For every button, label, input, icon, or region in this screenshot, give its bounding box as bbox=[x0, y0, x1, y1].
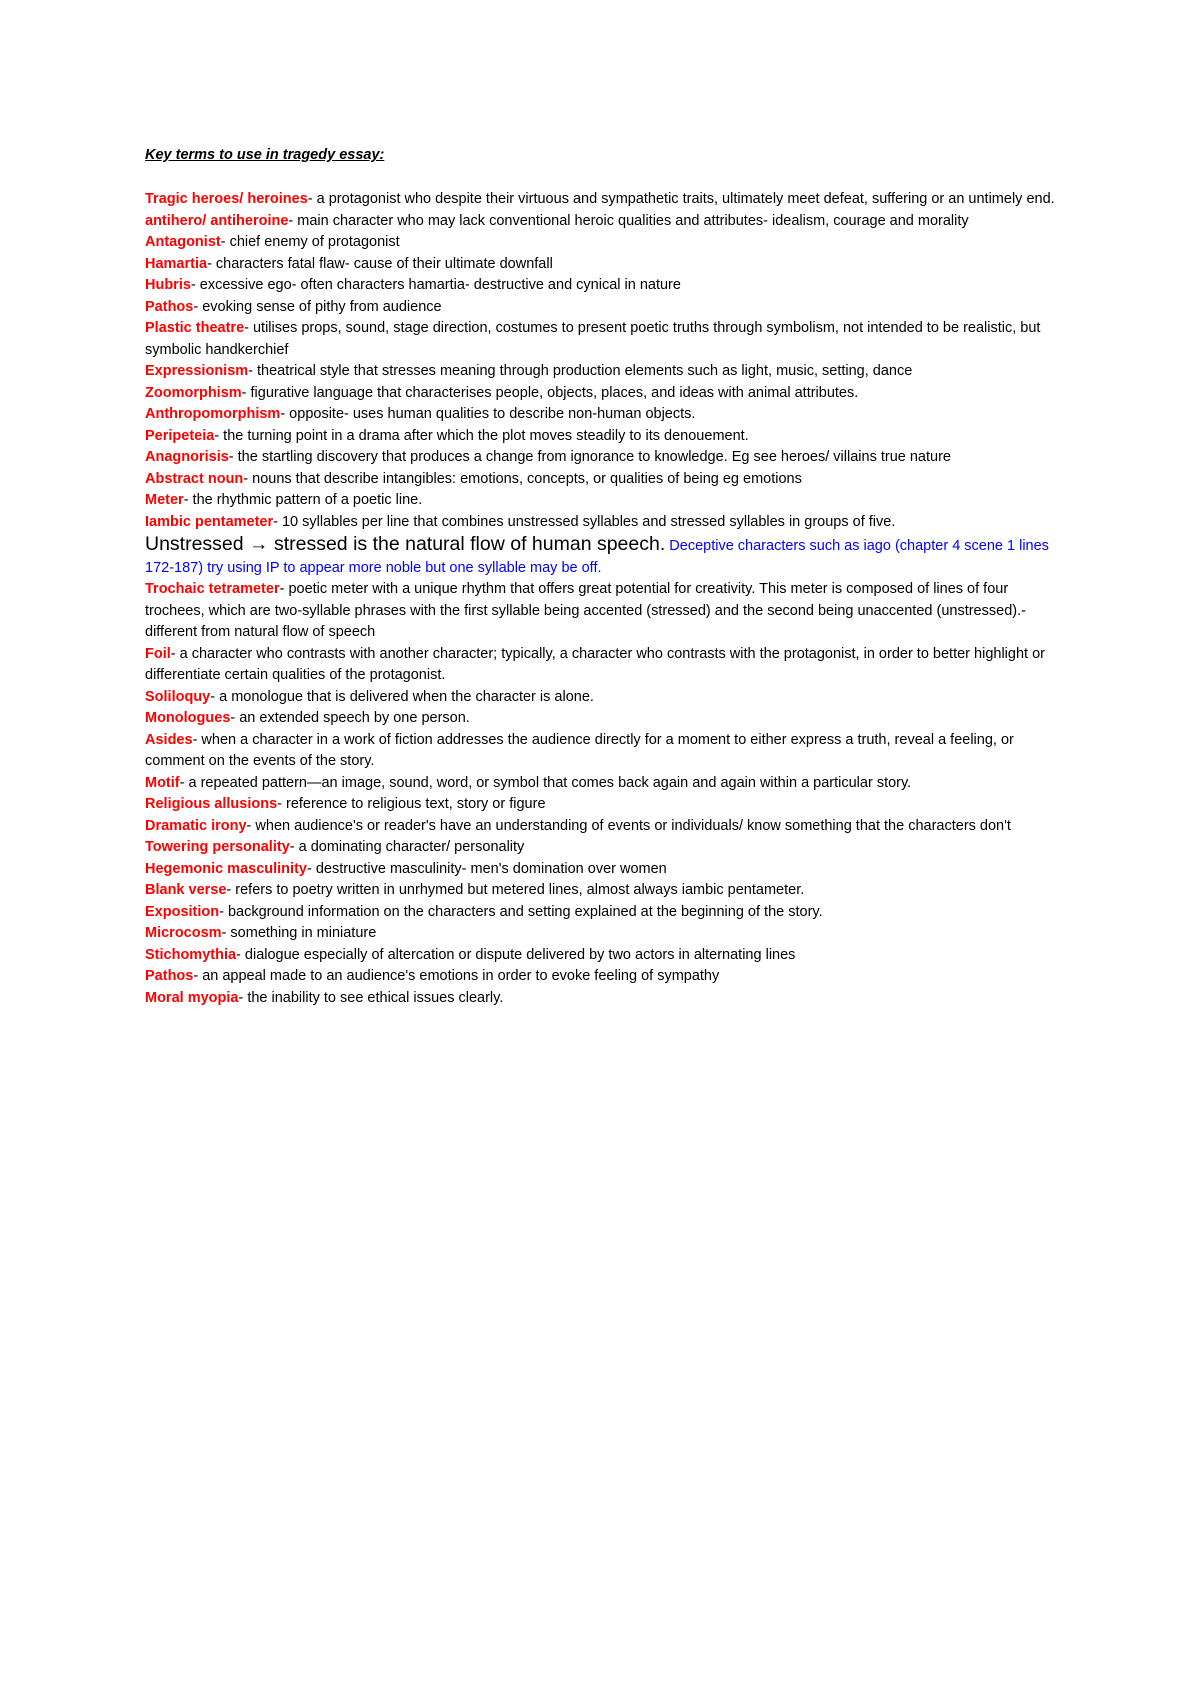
term-entry bbox=[145, 902, 1065, 924]
term-name: Asides bbox=[145, 731, 193, 748]
term-name: Plastic theatre bbox=[145, 320, 245, 336]
term-entry bbox=[145, 644, 1065, 687]
term-name: Dramatic irony bbox=[145, 817, 247, 834]
term-definition: - background information on the characters and setting explained at the beginning of the story. bbox=[219, 903, 823, 920]
term-entry bbox=[145, 923, 1065, 945]
term-entry bbox=[145, 189, 1065, 211]
document-heading: Key terms to use in tragedy essay: bbox=[145, 147, 385, 163]
term-entry bbox=[145, 730, 1065, 773]
term-name: Motif bbox=[145, 774, 180, 791]
term-name: Peripeteia bbox=[145, 427, 215, 444]
term-name: Foil bbox=[145, 645, 171, 662]
term-name: Trochaic tetrameter bbox=[145, 581, 280, 597]
term-entry bbox=[145, 232, 1065, 254]
term-name: Monologues bbox=[145, 710, 231, 726]
term-entry bbox=[145, 988, 1065, 1010]
term-name: Exposition bbox=[145, 903, 220, 920]
iambic-note bbox=[145, 533, 1065, 579]
stress-note: Unstressed → stressed is the natural flow of human speech. bbox=[145, 533, 666, 555]
term-entry bbox=[145, 426, 1065, 448]
term-name: Soliloquy bbox=[145, 688, 211, 705]
term-definition: - an appeal made to an audience's emotions in order to evoke feeling of sympathy bbox=[193, 968, 720, 984]
term-entry bbox=[145, 794, 1065, 816]
term-definition: - a protagonist who despite their virtuous and sympathetic traits, ultimately meet defeat, suffering or an untimely end. bbox=[307, 191, 1055, 207]
term-definition: - a repeated pattern—an image, sound, word, or symbol that comes back again and again within a particular story. bbox=[179, 774, 912, 791]
term-entry bbox=[145, 490, 1065, 512]
term-entry bbox=[145, 859, 1065, 881]
term-entry bbox=[145, 211, 1065, 233]
term-name: Religious allusions bbox=[145, 796, 278, 812]
term-entry bbox=[145, 966, 1065, 988]
term-entry bbox=[145, 297, 1065, 319]
deceptive-characters-note: Deceptive characters such as iago (chapter 4 scene 1 lines 172-187) try using IP to appear more noble but one syllable may be off. bbox=[145, 538, 1049, 576]
term-definition: - the rhythmic pattern of a poetic line. bbox=[183, 492, 423, 508]
term-name: Zoomorphism bbox=[145, 384, 242, 401]
term-entry bbox=[145, 773, 1065, 795]
term-definition: - destructive masculinity- men's domination over women bbox=[306, 860, 667, 877]
term-definition: - 10 syllables per line that combines unstressed syllables and stressed syllables in groups of five. bbox=[273, 513, 896, 530]
term-name: antihero/ antiheroine bbox=[145, 212, 289, 229]
term-entry bbox=[145, 579, 1065, 644]
term-entry bbox=[145, 469, 1065, 491]
term-definition: - refers to poetry written in unrhymed but metered lines, almost always iambic pentameter. bbox=[226, 882, 805, 898]
term-definition: - a monologue that is delivered when the character is alone. bbox=[210, 688, 594, 705]
term-definition: - chief enemy of protagonist bbox=[220, 234, 400, 250]
term-name: Anthropomorphism bbox=[145, 406, 281, 422]
term-definition: - theatrical style that stresses meaning through production elements such as light, music, setting, dance bbox=[248, 363, 913, 379]
term-name: Hegemonic masculinity bbox=[145, 860, 307, 877]
term-definition: - figurative language that characterises people, objects, places, and ideas with animal attributes. bbox=[241, 384, 859, 401]
term-entry bbox=[145, 945, 1065, 967]
term-definition: - when a character in a work of fiction addresses the audience directly for a moment to either express a truth, reveal a feeling, or comment on the events of the story. bbox=[145, 731, 1014, 769]
term-definition: - poetic meter with a unique rhythm that offers great potential for creativity. This meter is composed of lines of four trochees, which are two-syllable phrases with the first syllable being accented (stressed) and the second being unaccented (unstressed).- different from natural flow of speech bbox=[145, 581, 1026, 640]
term-definition: - characters fatal flaw- cause of their ultimate downfall bbox=[207, 255, 553, 272]
term-definition: - a dominating character/ personality bbox=[289, 839, 525, 855]
term-name: Pathos bbox=[145, 298, 194, 315]
term-entry bbox=[145, 254, 1065, 276]
term-name: Hamartia bbox=[145, 255, 208, 272]
term-name: Anagnorisis bbox=[145, 449, 229, 465]
term-entry bbox=[145, 318, 1065, 361]
term-name: Towering personality bbox=[145, 839, 290, 855]
document-page bbox=[145, 146, 1065, 1009]
term-entry bbox=[145, 837, 1065, 859]
term-name: Antagonist bbox=[145, 234, 221, 250]
term-entry bbox=[145, 708, 1065, 730]
term-name: Stichomythia bbox=[145, 946, 237, 963]
term-name: Meter bbox=[145, 492, 184, 508]
term-entry bbox=[145, 404, 1065, 426]
term-name: Tragic heroes/ heroines bbox=[145, 191, 308, 207]
term-definition: - utilises props, sound, stage direction, costumes to present poetic truths through symbolism, not intended to be realistic, but symbolic handkerchief bbox=[145, 320, 1041, 358]
term-definition: - evoking sense of pithy from audience bbox=[193, 298, 442, 315]
term-definition: - excessive ego- often characters hamartia- destructive and cynical in nature bbox=[190, 277, 681, 293]
term-name: Hubris bbox=[145, 277, 191, 293]
term-entry bbox=[145, 687, 1065, 709]
term-definition: - reference to religious text, story or figure bbox=[277, 796, 546, 812]
term-name: Abstract noun bbox=[145, 470, 244, 487]
term-definition: - nouns that describe intangibles: emotions, concepts, or qualities of being eg emotions bbox=[243, 470, 802, 487]
term-entry bbox=[145, 880, 1065, 902]
term-name: Expressionism bbox=[145, 363, 249, 379]
terms-list bbox=[145, 189, 1065, 1009]
term-entry bbox=[145, 816, 1065, 838]
term-definition: - an extended speech by one person. bbox=[230, 710, 470, 726]
term-entry bbox=[145, 447, 1065, 469]
term-definition: - opposite- uses human qualities to describe non-human objects. bbox=[280, 406, 696, 422]
term-name: Iambic pentameter bbox=[145, 513, 274, 530]
term-definition: - the turning point in a drama after which the plot moves steadily to its denouement. bbox=[214, 427, 749, 444]
term-name: Moral myopia bbox=[145, 989, 239, 1006]
term-definition: - the inability to see ethical issues clearly. bbox=[238, 989, 504, 1006]
term-entry bbox=[145, 383, 1065, 405]
term-entry bbox=[145, 361, 1065, 383]
term-name: Microcosm bbox=[145, 925, 222, 941]
term-name: Blank verse bbox=[145, 882, 227, 898]
term-definition: - main character who may lack conventional heroic qualities and attributes- idealism, courage and morality bbox=[288, 212, 969, 229]
term-entry bbox=[145, 512, 1065, 534]
term-entry bbox=[145, 275, 1065, 297]
term-definition: - a character who contrasts with another character; typically, a character who contrasts with the protagonist, in order to better highlight or differentiate certain qualities of the protagonist. bbox=[145, 645, 1045, 683]
term-name: Pathos bbox=[145, 968, 194, 984]
term-definition: - dialogue especially of altercation or dispute delivered by two actors in alternating lines bbox=[236, 946, 796, 963]
term-definition: - something in miniature bbox=[221, 925, 377, 941]
term-definition: - when audience's or reader's have an understanding of events or individuals/ know something that the characters don't bbox=[246, 817, 1011, 834]
term-definition: - the startling discovery that produces a change from ignorance to knowledge. Eg see heroes/ villains true nature bbox=[228, 449, 951, 465]
